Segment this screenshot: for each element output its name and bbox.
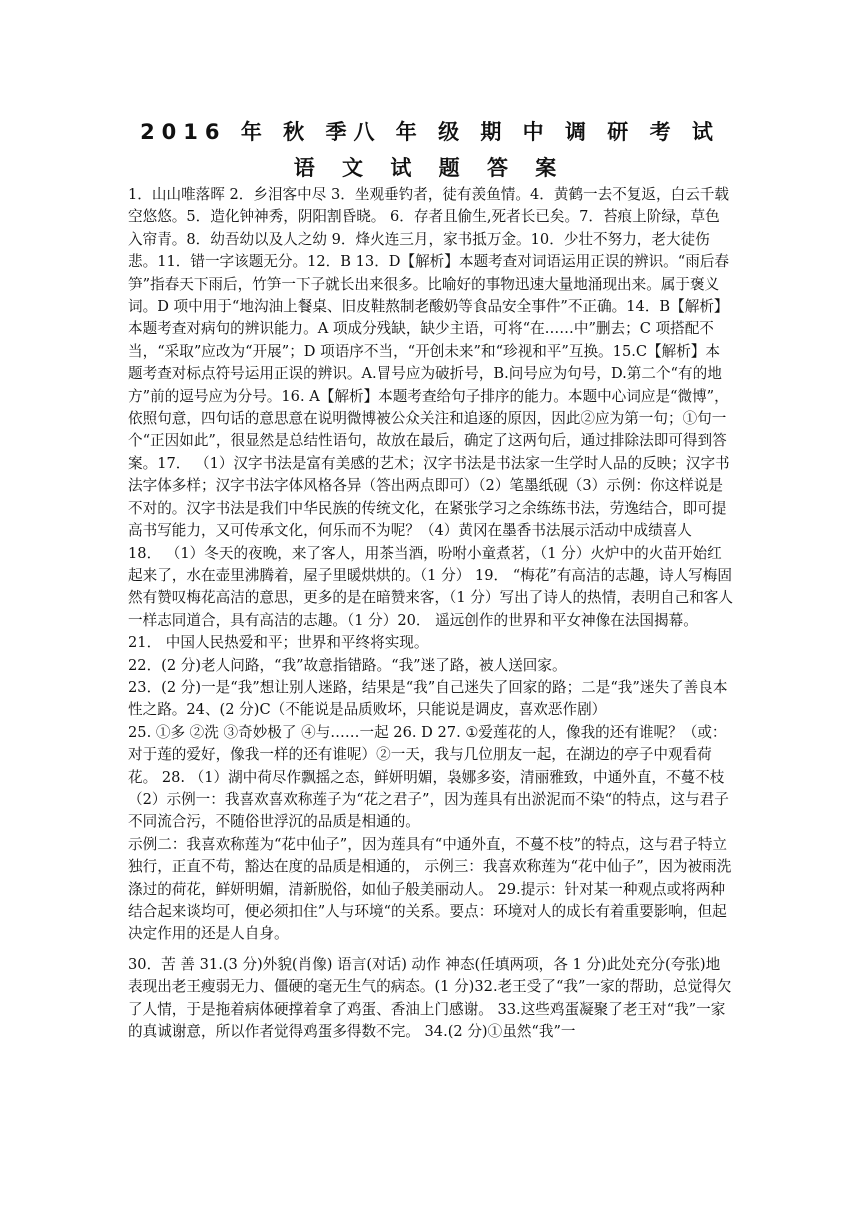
answer-paragraph-25-28: 25. ①多 ②洗 ③奇妙极了 ④与……一起 26. D 27. ①爱莲花的人，像我的还有谁呢？（或：对于莲的爱好，像我一样的还有谁呢）②一天，我与几位朋友一起，在湖边的亭子中观看荷花。 28. （1）湖中荷尽作飘摇之态，鲜妍明媚，袅娜多姿，清丽雅致，中通外直，不蔓不枝 （2）示例一：我喜欢喜欢称莲子为“花之君子”，因为莲具有出淤泥而不染“的特点，这与君子不同流合污，不随俗世浮沉的品质是相通的。 xyxy=(128,723,729,831)
answer-paragraph-1-17: 1．山山唯落晖 2．乡泪客中尽 3．坐观垂钓者，徒有羡鱼情。4．黄鹤一去不复返，白云千载空悠悠。5．造化钟神秀，阴阳割昏晓。 6．存者且偷生,死者长已矣。7．苔痕上阶绿，草色入帘青。8．幼吾幼以及人之幼 9．烽火连三月，家书抵万金。10．少壮不努力，老大徒伤悲。11．错一字该题无分。12．B 13．D【解析】本题考查对词语运用正误的辨识。“雨后春笋”指春天下雨后，竹笋一下子就长出来很多。比喻好的事物迅速大量地涌现出来。属于褒义词。D 项中用于“地沟油上餐桌、旧皮鞋熬制老酸奶等食品安全事件”不正确。14．B【解析】本题考查对病句的辨识能力。A 项成分残缺，缺少主语，可将“在……中”删去；C 项搭配不当，“采取”应改为“开展”；D 项语序不当，“开创未来”和“珍视和平”互换。15.C【解析】本题考查对标点符号运用正误的辨识。A.冒号应为破折号，B.问号应为句号，D.第二个“有的地方”前的逗号应为分号。16. A【解析】本题考查给句子排序的能力。本题中心词应是“微博”，依照句意，四句话的意思意在说明微博被公众关注和追逐的原因，因此②应为第一句；①句一个“正因如此”，很显然是总结性语句，故放在最后，确定了这两句后，通过排除法即可得到答案。17． （1）汉字书法是富有美感的艺术；汉字书法是书法家一生学时人品的反映；汉字书法字体多样；汉字书法字体风格各异（答出两点即可）（2）笔墨纸砚（3）示例：你这样说是不对的。汉字书法是我们中华民族的传统文化，在紧张学习之余练练书法，劳逸结合，即可提高书写能力，又可传承文化，何乐而不为呢？（4）黄冈在墨香书法展示活动中成绩喜人 xyxy=(128,186,730,540)
answer-paragraph-23-24: 23．(2 分)一是“我”想让别人迷路，结果是“我”自己迷失了回家的路；二是“我”迷失了善良本性之路。24、(2 分)C（不能说是品质败坏，只能说是调皮，喜欢恶作剧） xyxy=(128,678,728,719)
answer-paragraph-30-34: 30．苦 善 31.(3 分)外貌(肖像) 语言(对话) 动作 神态(任填两项，各 1 分)此处充分(夸张)地表现出老王瘦弱无力、僵硬的毫无生气的病态。(1 分)32.老王受了“我”一家的帮助，总觉得欠了人情，于是拖着病体硬撑着拿了鸡蛋、香油上门感谢。 33.这些鸡蛋凝聚了老王对“我”一家的真诚谢意，所以作者觉得鸡蛋多得数不完。 34.(2 分)①虽然“我”一 xyxy=(128,955,732,1041)
document-subtitle: 语 文 试 题 答 案 xyxy=(293,156,567,180)
answer-text-body xyxy=(128,184,734,1043)
document-title: 2016 年 秋 季八 年 级 期 中 调 研 考 试 xyxy=(140,120,720,144)
paragraph-gap xyxy=(128,946,734,954)
answer-paragraph-examples-29: 示例二：我喜欢称莲为“花中仙子”，因为莲具有“中通外直，不蔓不枝”的特点，这与君子特立独行，正直不苟，豁达在度的品质是相通的， 示例三：我喜欢称莲为“花中仙子”，因为被雨洗涤过的荷花，鲜妍明媚，清新脱俗，如仙子般美丽动人。 29.提示：针对某一种观点或将两种结合起来谈均可，便必须扣住”人与环境“的关系。要点：环境对人的成长有着重要影响，但起决定作用的还是人自身。 xyxy=(128,835,732,943)
answer-paragraph-22: 22．(2 分)老人问路，“我”故意指错路。“我”迷了路，被人送回家。 xyxy=(128,656,567,674)
answer-paragraph-18-21: 18． （1）冬天的夜晚，来了客人，用茶当酒，吩咐小童煮茗，（1 分）火炉中的火苗开始红起来了，水在壶里沸腾着，屋子里暖烘烘的。（1 分） 19． “梅花”有高洁的志趣，诗人写梅固然有赞叹梅花高洁的意思，更多的是在暗赞来客，（1 分）写出了诗人的热情，表明自己和客人一样志同道合，具有高洁的志趣。（1 分）20． 遥远创作的世界和平女神像在法国揭幕。 21． 中国人民热爱和平；世界和平终将实现。 xyxy=(128,544,733,652)
